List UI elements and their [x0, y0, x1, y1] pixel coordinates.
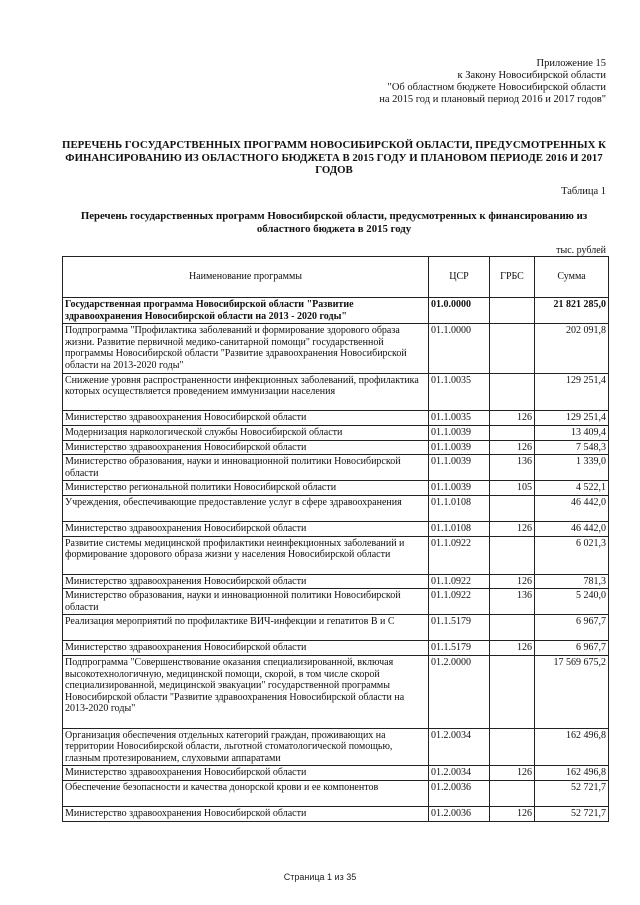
- grbs-cell: 126: [490, 522, 535, 537]
- document-title: ПЕРЕЧЕНЬ ГОСУДАРСТВЕННЫХ ПРОГРАММ НОВОСИБИРСКОЙ ОБЛАСТИ, ПРЕДУСМОТРЕННЫХ К ФИНАНСИРОВАНИЮ ИЗ ОБЛАСТНОГО БЮДЖЕТА В 2015 ГОДУ И ПЛАНОВОМ ПЕРИОДЕ 2016 И 2017 ГОДОВ: [62, 139, 606, 176]
- program-name-cell: Учреждения, обеспечивающие предоставление услуг в сфере здравоохранения: [63, 495, 429, 521]
- program-name-cell: Обеспечение безопасности и качества донорской крови и ее компонентов: [63, 781, 429, 807]
- csr-cell: 01.1.5179: [429, 641, 490, 656]
- csr-cell: 01.2.0036: [429, 807, 490, 822]
- grbs-cell: 126: [490, 574, 535, 589]
- table-label: Таблица 1: [561, 186, 606, 197]
- csr-cell: 01.1.0922: [429, 574, 490, 589]
- csr-cell: 01.2.0034: [429, 728, 490, 766]
- csr-cell: 01.2.0036: [429, 781, 490, 807]
- program-name-cell: Министерство здравоохранения Новосибирской области: [63, 641, 429, 656]
- program-name-cell: Министерство здравоохранения Новосибирской области: [63, 522, 429, 537]
- csr-cell: 01.1.0039: [429, 425, 490, 440]
- program-name-cell: Развитие системы медицинской профилактики неинфекционных заболеваний и формирование здорового образа жизни у населения Новосибирской области: [63, 536, 429, 574]
- table-row: [63, 536, 609, 574]
- grbs-cell: [490, 615, 535, 641]
- sum-cell: 4 522,1: [535, 481, 609, 496]
- program-name-cell: Министерство здравоохранения Новосибирской области: [63, 807, 429, 822]
- program-name-cell: Министерство образования, науки и инновационной политики Новосибирской области: [63, 455, 429, 481]
- appendix-line: на 2015 год и плановый период 2016 и 2017 годов": [379, 94, 606, 105]
- csr-cell: 01.1.0035: [429, 373, 490, 411]
- header-program-name: Наименование программы: [63, 257, 429, 298]
- program-name-cell: Модернизация наркологической службы Новосибирской области: [63, 425, 429, 440]
- program-name-cell: Снижение уровня распространенности инфекционных заболеваний, профилактика которых осуществляется проведением иммунизации населения: [63, 373, 429, 411]
- csr-cell: 01.1.0039: [429, 481, 490, 496]
- grbs-cell: 105: [490, 481, 535, 496]
- grbs-cell: 126: [490, 766, 535, 781]
- sum-cell: 52 721,7: [535, 781, 609, 807]
- sum-cell: 5 240,0: [535, 589, 609, 615]
- sum-cell: 6 967,7: [535, 641, 609, 656]
- program-name-cell: Министерство образования, науки и инновационной политики Новосибирской области: [63, 589, 429, 615]
- grbs-cell: [490, 298, 535, 324]
- sum-cell: 6 021,3: [535, 536, 609, 574]
- table-row: [63, 495, 609, 521]
- grbs-cell: [490, 425, 535, 440]
- programs-table: [62, 256, 609, 822]
- header-csr: ЦСР: [429, 257, 490, 298]
- grbs-cell: [490, 656, 535, 729]
- sum-cell: 129 251,4: [535, 373, 609, 411]
- appendix-line: к Закону Новосибирской области: [457, 70, 606, 81]
- table-header-row: [63, 257, 609, 298]
- sum-cell: 52 721,7: [535, 807, 609, 822]
- sum-cell: 46 442,0: [535, 495, 609, 521]
- sum-cell: 46 442,0: [535, 522, 609, 537]
- csr-cell: 01.1.0000: [429, 324, 490, 373]
- sum-cell: 1 339,0: [535, 455, 609, 481]
- csr-cell: 01.1.0108: [429, 495, 490, 521]
- appendix-line: "Об областном бюджете Новосибирской области: [387, 82, 606, 93]
- table-row: [63, 440, 609, 455]
- table-row: [63, 781, 609, 807]
- grbs-cell: [490, 781, 535, 807]
- program-name-cell: Министерство здравоохранения Новосибирской области: [63, 440, 429, 455]
- grbs-cell: 126: [490, 807, 535, 822]
- sum-cell: 13 409,4: [535, 425, 609, 440]
- table-row: [63, 324, 609, 373]
- table-row: [63, 455, 609, 481]
- program-name-cell: Министерство региональной политики Новосибирской области: [63, 481, 429, 496]
- program-name-cell: Министерство здравоохранения Новосибирской области: [63, 766, 429, 781]
- table-row: [63, 615, 609, 641]
- table-subtitle: Перечень государственных программ Новосибирской области, предусмотренных к финансированию из областного бюджета в 2015 году: [80, 210, 588, 235]
- header-sum: Сумма: [535, 257, 609, 298]
- csr-cell: 01.2.0000: [429, 656, 490, 729]
- csr-cell: 01.1.0922: [429, 536, 490, 574]
- program-name-cell: Министерство здравоохранения Новосибирской области: [63, 411, 429, 426]
- program-name-cell: Государственная программа Новосибирской области "Развитие здравоохранения Новосибирской области на 2013 - 2020 годы": [63, 298, 429, 324]
- sum-cell: 21 821 285,0: [535, 298, 609, 324]
- sum-cell: 6 967,7: [535, 615, 609, 641]
- csr-cell: 01.2.0034: [429, 766, 490, 781]
- table-row: [63, 766, 609, 781]
- page-footer: Страница 1 из 35: [283, 872, 357, 882]
- table-row: [63, 656, 609, 729]
- sum-cell: 7 548,3: [535, 440, 609, 455]
- header-grbs: ГРБС: [490, 257, 535, 298]
- table-row: [63, 641, 609, 656]
- table-row: [63, 728, 609, 766]
- program-name-cell: Подпрограмма "Совершенствование оказания специализированной, включая высокотехнологичную, медицинской помощи, скорой, в том числе скорой специализированной, медицинской эвакуации" государственной программы Новосибирской области "Развитие здравоохранения Новосибирской области на 2013-2020 годы": [63, 656, 429, 729]
- table-row: [63, 298, 609, 324]
- units-label: тыс. рублей: [556, 245, 606, 256]
- sum-cell: 202 091,8: [535, 324, 609, 373]
- table-row: [63, 411, 609, 426]
- grbs-cell: 126: [490, 440, 535, 455]
- grbs-cell: [490, 495, 535, 521]
- grbs-cell: 126: [490, 411, 535, 426]
- csr-cell: 01.1.0922: [429, 589, 490, 615]
- csr-cell: 01.0.0000: [429, 298, 490, 324]
- program-name-cell: Подпрограмма "Профилактика заболеваний и формирование здорового образа жизни. Развитие первичной медико-санитарной помощи" государственной программы Новосибирской области "Развитие здравоохранения Новосибирской области на 2013-2020 годы": [63, 324, 429, 373]
- appendix-note: [379, 58, 606, 106]
- table-row: [63, 373, 609, 411]
- grbs-cell: 126: [490, 641, 535, 656]
- table-row: [63, 574, 609, 589]
- table-row: [63, 481, 609, 496]
- table-row: [63, 589, 609, 615]
- sum-cell: 162 496,8: [535, 728, 609, 766]
- grbs-cell: [490, 536, 535, 574]
- csr-cell: 01.1.0108: [429, 522, 490, 537]
- grbs-cell: 136: [490, 589, 535, 615]
- csr-cell: 01.1.0039: [429, 440, 490, 455]
- table-row: [63, 425, 609, 440]
- table-body: [63, 298, 609, 822]
- table-row: [63, 522, 609, 537]
- table-row: [63, 807, 609, 822]
- grbs-cell: [490, 728, 535, 766]
- csr-cell: 01.1.5179: [429, 615, 490, 641]
- csr-cell: 01.1.0035: [429, 411, 490, 426]
- sum-cell: 17 569 675,2: [535, 656, 609, 729]
- sum-cell: 129 251,4: [535, 411, 609, 426]
- program-name-cell: Организация обеспечения отдельных категорий граждан, проживающих на территории Новосибирской области, льготной стоматологической помощью, глазным протезированием, слуховыми аппаратами: [63, 728, 429, 766]
- appendix-line: Приложение 15: [536, 58, 606, 69]
- grbs-cell: [490, 373, 535, 411]
- sum-cell: 162 496,8: [535, 766, 609, 781]
- grbs-cell: [490, 324, 535, 373]
- program-name-cell: Реализация мероприятий по профилактике ВИЧ-инфекции и гепатитов В и С: [63, 615, 429, 641]
- program-name-cell: Министерство здравоохранения Новосибирской области: [63, 574, 429, 589]
- csr-cell: 01.1.0039: [429, 455, 490, 481]
- sum-cell: 781,3: [535, 574, 609, 589]
- grbs-cell: 136: [490, 455, 535, 481]
